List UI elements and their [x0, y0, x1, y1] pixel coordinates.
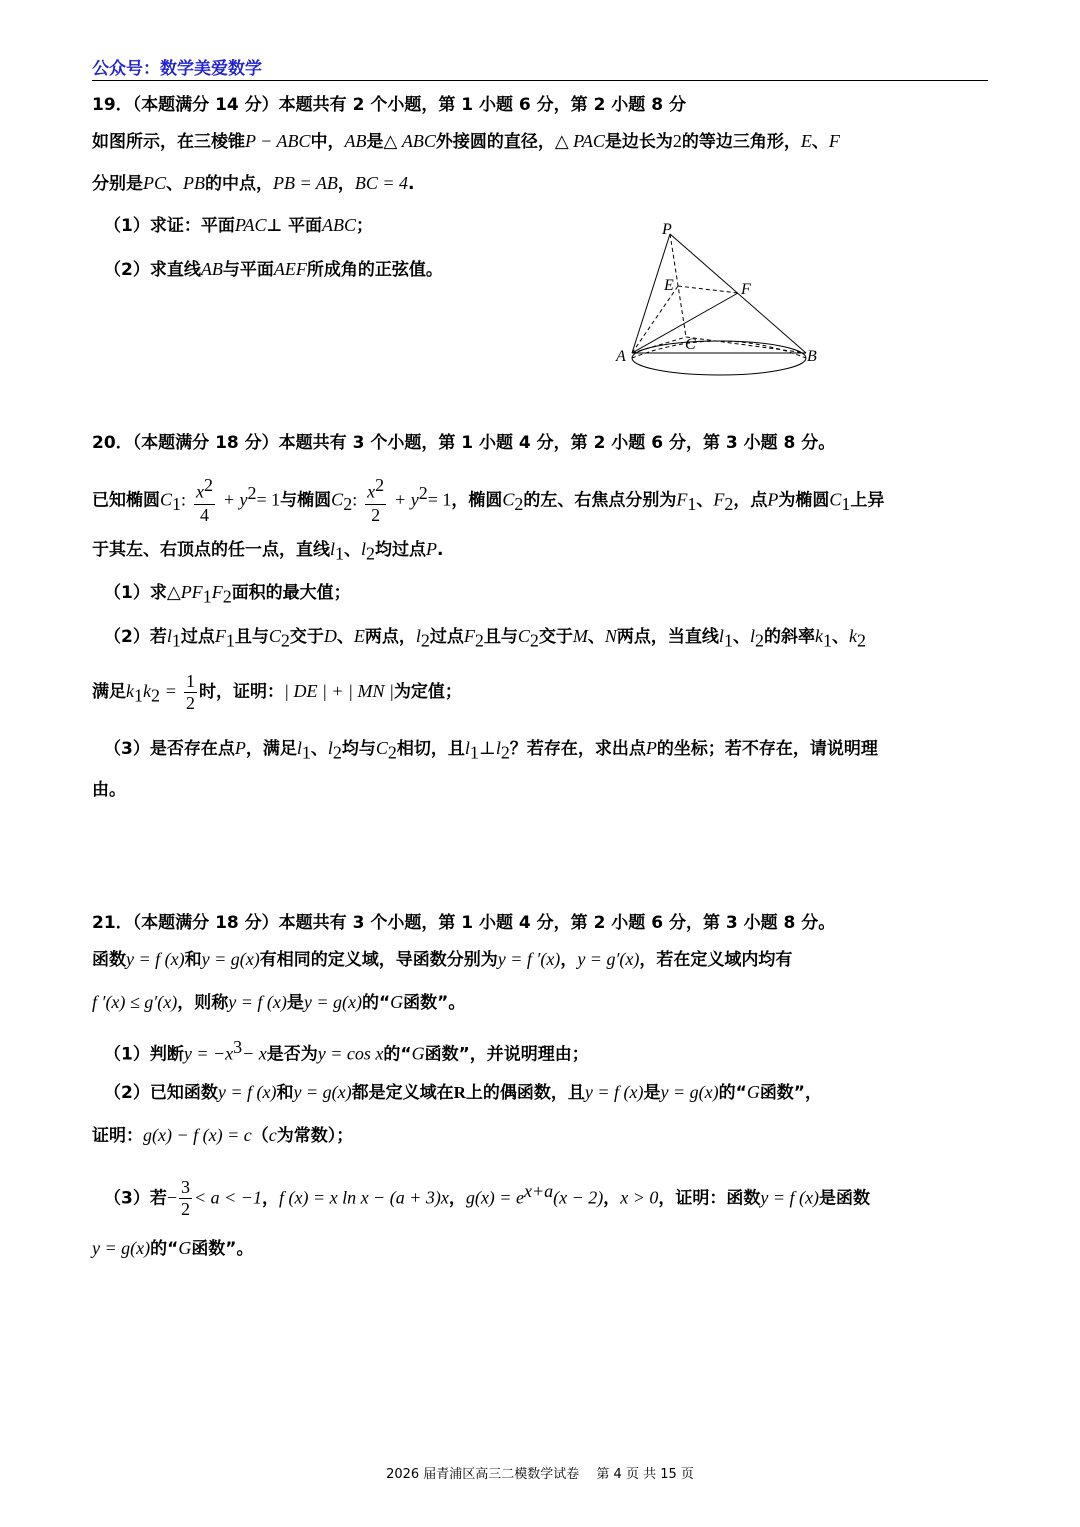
math: 3 [233, 1037, 243, 1057]
fraction [365, 475, 386, 526]
math: l [749, 626, 755, 646]
math: ABC [322, 215, 356, 235]
math: 2 [529, 630, 539, 651]
math: F [713, 489, 725, 510]
math: | DE | + | MN | [284, 681, 394, 701]
text: 两点，当直线 [616, 627, 719, 647]
math: F [828, 131, 840, 151]
math: N [604, 626, 617, 646]
q19-line2 [92, 172, 414, 195]
math: 4 [199, 504, 209, 525]
math: y = f (x) [584, 1082, 644, 1102]
math: C [375, 738, 388, 758]
math: 1 [687, 494, 697, 515]
text: 与椭圆 [280, 490, 332, 511]
math: x+a [523, 1181, 554, 1201]
text: 上的偶函数，且 [465, 1083, 585, 1103]
math: C [502, 489, 515, 510]
math: x [367, 481, 376, 502]
math: y = g(x) [660, 1082, 719, 1102]
math: 1 [301, 742, 311, 763]
fraction [179, 1177, 192, 1220]
q21-line1 [92, 948, 792, 971]
math: M [572, 626, 588, 646]
text: ？若存在，求出点 [509, 739, 646, 759]
text: 函数”， [759, 1083, 822, 1103]
text: 的“ [150, 1239, 179, 1259]
math: y = g(x) [303, 992, 362, 1012]
math: l [166, 626, 172, 646]
math: 2 [375, 475, 385, 496]
math: △ ABC [383, 131, 436, 151]
text: 、 [310, 739, 328, 759]
q20-part2b [92, 668, 462, 718]
text: ， [448, 1188, 466, 1209]
text: 的“ [718, 1083, 747, 1103]
math: : [352, 489, 358, 510]
math: F [214, 626, 226, 646]
math: + y [222, 489, 248, 510]
math: 2 [247, 483, 257, 503]
text: ， [261, 1188, 279, 1209]
text: ； [356, 216, 373, 236]
text: ，若在定义域内均有 [639, 950, 793, 970]
text: 的坐标；若不存在，请说明理 [656, 739, 878, 759]
math: f ′(x) ≤ g′(x) [92, 992, 178, 1012]
math: y = −x [183, 1043, 234, 1064]
text: 两点， [364, 627, 416, 647]
text: （1）判断 [104, 1044, 184, 1065]
math: 2 [500, 742, 510, 763]
account-header: 公众号：数学美爱数学 [92, 59, 262, 79]
math: 2 [366, 543, 376, 564]
text: 、 [166, 174, 184, 194]
math: PB [183, 173, 206, 193]
fraction [184, 671, 197, 714]
math: 1 [335, 543, 345, 564]
math: − x [242, 1043, 267, 1064]
math: y = g′(x) [577, 949, 640, 969]
fraction [194, 475, 215, 526]
math: AEF [273, 259, 307, 279]
text: （1）求证：平面 [104, 216, 235, 236]
text: 函数”。 [191, 1239, 254, 1259]
math: 2 [420, 630, 430, 651]
text: ，证明：函数 [658, 1188, 761, 1209]
text: ，椭圆 [451, 490, 503, 511]
math: k [814, 626, 823, 646]
math: l [330, 539, 336, 559]
text: 时，证明： [199, 682, 284, 702]
text: （3）若 [104, 1188, 167, 1209]
math: 2 [203, 475, 213, 496]
text: 所成角的正弦值。 [306, 260, 443, 280]
math: 2 [418, 483, 428, 503]
text: 的左、右焦点分别为 [523, 490, 677, 511]
math: 2 [387, 742, 397, 763]
label-C: C [685, 336, 696, 353]
math: l [296, 738, 302, 758]
math: 1 [134, 685, 143, 706]
text: 、 [587, 627, 605, 647]
math: P − ABC [245, 131, 311, 151]
math: l [464, 738, 470, 758]
q20-part3 [104, 737, 878, 763]
q21-part1 [104, 1036, 589, 1066]
math: G [411, 1043, 425, 1064]
math: l [495, 738, 501, 758]
math: E [353, 626, 365, 646]
text: 面积的最大值； [231, 583, 351, 603]
q19-part2 [104, 258, 443, 281]
text: 、 [811, 132, 829, 152]
math: G [390, 992, 404, 1012]
q21-heading: 21．（本题满分 18 分）本题共有 3 个小题，第 1 小题 4 分，第 2 小题 6 分，第 3 小题 8 分。 [92, 913, 836, 933]
text: 交于 [538, 627, 573, 647]
text: 且与 [483, 627, 518, 647]
math: k [848, 626, 857, 646]
text: 过点 [429, 627, 464, 647]
math: 1 [186, 670, 195, 691]
q21-part2 [104, 1081, 822, 1104]
text: 证明： [92, 1126, 143, 1146]
math: △ PAC [554, 131, 605, 151]
q20-line2 [92, 538, 444, 564]
text: 、 [336, 627, 354, 647]
math: P [426, 539, 438, 559]
text: （2）若 [104, 627, 167, 647]
text: 是边长为 [604, 132, 673, 152]
text: ，则称 [177, 993, 229, 1013]
text: 有相同的定义域，导函数分别为 [259, 950, 498, 970]
q20-part2 [104, 625, 866, 651]
math: 2 [856, 630, 866, 651]
math: y = f (x) [126, 949, 185, 969]
text: 函数”，并说明理由； [424, 1044, 589, 1065]
math: P [234, 738, 246, 758]
text: 、 [732, 627, 750, 647]
math: = 1 [256, 489, 281, 510]
math: 2 [371, 504, 381, 525]
math: 1 [841, 494, 851, 515]
math: BC = 4 [354, 173, 408, 193]
math: 2 [754, 630, 764, 651]
text: 的等边三角形， [681, 132, 801, 152]
text: 和 [184, 950, 202, 970]
page-footer: 2026 届青浦区高三二模数学试卷 第 4 页 共 15 页 [386, 1467, 694, 1482]
math: G [746, 1082, 760, 1102]
text: （3）是否存在点 [104, 739, 235, 759]
text: 和 [276, 1083, 294, 1103]
text: ⊥ 平面 [266, 216, 322, 236]
circumcircle-front [632, 341, 806, 375]
text: 均与 [341, 739, 376, 759]
math: x [195, 481, 204, 502]
text: 已知椭圆 [92, 490, 160, 511]
q20-heading: 20．（本题满分 18 分）本题共有 3 个小题，第 1 小题 4 分，第 2 小题 6 分，第 3 小题 8 分。 [92, 433, 836, 453]
math: 1 [723, 630, 733, 651]
math: y = g(x) [201, 949, 260, 969]
text: R [453, 1083, 466, 1102]
math: y = f ′(x) [497, 949, 561, 969]
math: △ [166, 582, 181, 602]
math: 2 [222, 586, 232, 607]
text: 的“ [383, 1044, 412, 1065]
math: − [166, 1187, 177, 1208]
math: 2 [280, 630, 290, 651]
text: . [407, 174, 415, 194]
text: 、 [696, 490, 714, 511]
text: （2）已知函数 [104, 1083, 218, 1103]
label-B: B [807, 348, 817, 365]
math: = 1 [427, 489, 452, 510]
math: 1 [822, 630, 832, 651]
math: 2 [332, 742, 342, 763]
text: 、 [344, 540, 362, 560]
math: l [327, 738, 333, 758]
edge-EF [678, 286, 738, 293]
math: 2 [724, 494, 734, 515]
text: 是否为 [266, 1044, 318, 1065]
text: 的斜率 [763, 627, 815, 647]
text: 上异 [850, 490, 885, 511]
math: 2 [343, 494, 353, 515]
math: k [143, 681, 151, 701]
math: 2 [672, 131, 682, 151]
math: : [181, 489, 187, 510]
math: 2 [151, 685, 160, 706]
math: C [331, 489, 344, 510]
math: 1 [469, 742, 479, 763]
math: l [718, 626, 724, 646]
math: G [178, 1238, 192, 1258]
text: 分别是 [92, 174, 143, 194]
text: 中， [310, 132, 345, 152]
text: 过点 [180, 627, 215, 647]
math: D [323, 626, 337, 646]
text: ， [560, 950, 578, 970]
text: 相切，且 [396, 739, 465, 759]
math: g(x) = e [465, 1187, 524, 1208]
text: 为定值； [393, 682, 462, 702]
math: C [829, 489, 842, 510]
text: （2）求直线 [104, 260, 201, 280]
math: C [517, 626, 530, 646]
math: 2 [474, 630, 484, 651]
text: 都是定义域在 [351, 1083, 454, 1103]
text: 外接圆的直径， [435, 132, 555, 152]
math: C [268, 626, 281, 646]
q21-part2b [92, 1124, 353, 1147]
math: x > 0 [620, 1187, 659, 1208]
math: ⊥ [478, 738, 496, 758]
text: ， [337, 174, 355, 194]
text: 是 [366, 132, 384, 152]
text: 均过点 [375, 540, 427, 560]
label-P: P [662, 221, 672, 238]
math: 1 [172, 494, 182, 515]
math: 1 [171, 630, 181, 651]
math: y = f (x) [217, 1082, 277, 1102]
math: f (x) = x ln x − (a + 3)x [278, 1187, 449, 1208]
math: 2 [514, 494, 524, 515]
math: (x − 2) [553, 1187, 604, 1208]
math: y = f (x) [760, 1187, 819, 1208]
math: P [645, 738, 657, 758]
math: < a < −1 [194, 1187, 262, 1208]
edge-CB [686, 337, 806, 353]
math: 1 [225, 630, 235, 651]
math: y = g(x) [92, 1238, 151, 1258]
label-A: A [616, 348, 626, 365]
q19-part1 [104, 214, 373, 237]
math: F [211, 582, 223, 602]
text: 、 [831, 627, 849, 647]
q19-heading: 19．（本题满分 14 分）本题共有 2 个小题，第 1 小题 6 分，第 2 小题 8 分 [92, 95, 686, 115]
label-E: E [664, 277, 674, 294]
text: （ [251, 1126, 269, 1146]
text: 为椭圆 [778, 490, 830, 511]
header-rule [92, 80, 988, 81]
math: l [415, 626, 421, 646]
math: c [268, 1125, 277, 1145]
math: 3 [181, 1177, 190, 1198]
pyramid-figure [608, 220, 838, 385]
math: 2 [186, 692, 195, 713]
math: F [463, 626, 475, 646]
math: k [126, 681, 134, 701]
edge-AC [632, 337, 686, 353]
label-F: F [741, 281, 751, 298]
math: g(x) − f (x) = c [143, 1125, 252, 1145]
math: PB = AB [273, 173, 338, 193]
math: 2 [181, 1199, 190, 1220]
q20-part3b: 由。 [92, 780, 126, 800]
edge-AE [632, 286, 678, 353]
math: PAC [234, 215, 267, 235]
text: ，点 [733, 490, 768, 511]
math: y = f (x) [228, 992, 287, 1012]
text: 于其左、右顶点的任一点，直线 [92, 540, 330, 560]
math: l [361, 539, 367, 559]
text: 为常数）； [276, 1126, 354, 1146]
math: E [800, 131, 812, 151]
q20-part1 [104, 581, 351, 607]
math: AB [344, 131, 367, 151]
math: C [160, 489, 173, 510]
text: 的中点， [205, 174, 274, 194]
q21-part3 [104, 1166, 870, 1224]
math: + y [394, 489, 419, 510]
math: 1 [202, 586, 212, 607]
text: 函数 [92, 950, 126, 970]
math: PC [143, 173, 167, 193]
q19-line1 [92, 130, 840, 153]
text: ， [603, 1188, 621, 1209]
q21-line2 [92, 991, 465, 1014]
math: y = cos x [317, 1043, 384, 1064]
math: AB [200, 259, 223, 279]
text: 与平面 [222, 260, 274, 280]
math: y = g(x) [293, 1082, 352, 1102]
text: 是函数 [818, 1188, 870, 1209]
q21-part3b [92, 1237, 254, 1260]
text: 如图所示，在三棱锥 [92, 132, 245, 152]
text: （1）求 [104, 583, 167, 603]
text: 函数”。 [403, 993, 466, 1013]
text: 交于 [289, 627, 324, 647]
text: 的“ [361, 993, 391, 1013]
math: PF [180, 582, 203, 602]
q20-line1 [92, 468, 884, 529]
text: . [437, 540, 444, 560]
math: = [165, 681, 177, 701]
math: P [767, 489, 779, 510]
text: 且与 [234, 627, 269, 647]
text: 是 [286, 993, 304, 1013]
text: 满足 [92, 682, 126, 702]
text: ，满足 [245, 739, 297, 759]
math: F [676, 489, 688, 510]
text: 是 [643, 1083, 661, 1103]
